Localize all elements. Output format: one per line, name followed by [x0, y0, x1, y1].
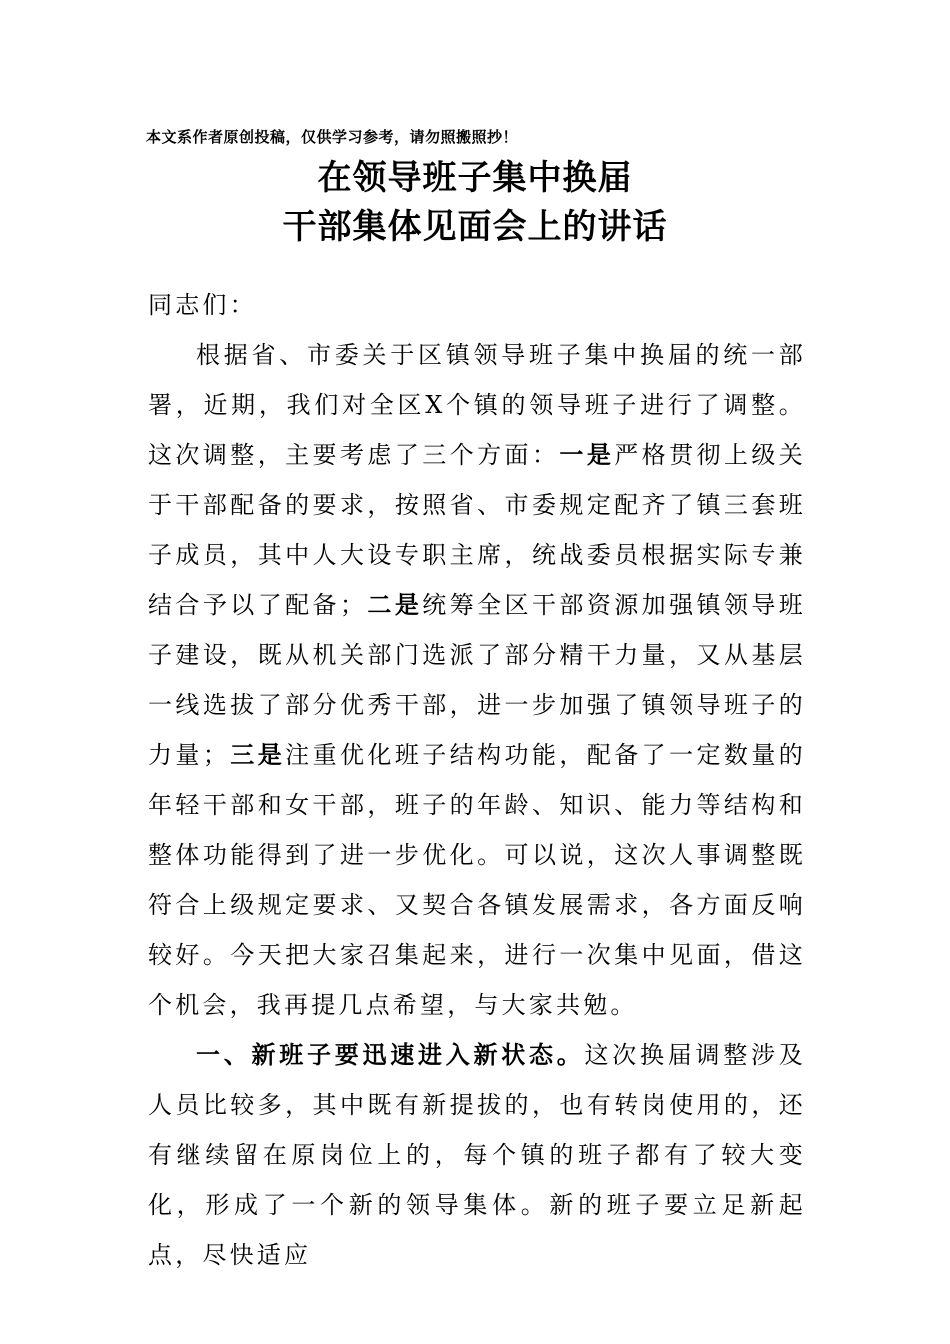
document-body [148, 280, 806, 1280]
salutation: 同志们： [148, 291, 257, 319]
section-1-text: 这次换届调整涉及人员比较多，其中既有新提拔的，也有转岗使用的，还有继续留在原岗位上的，每个镇的班子都有了较大变化，形成了一个新的领导集体。新的班子要立足新起点，尽快适应 [148, 1041, 806, 1269]
section-1-heading: 一、新班子要迅速进入新状态。 [196, 1040, 585, 1069]
section-1-paragraph [148, 1030, 806, 1280]
intro-point-2-text: 统筹全区干部资源加强镇领导班子建设，既从机关部门选派了部分精干力量，又从基层一线选拔了部分优秀干部，进一步加强了镇领导班子的力量； [148, 591, 806, 769]
intro-point-2-marker: 二是 [367, 590, 423, 619]
document-title-line-1: 在领导班子集中换届 [317, 158, 633, 198]
intro-point-3-text: 注重优化班子结构功能，配备了一定数量的年轻干部和女干部，班子的年龄、知识、能力等结构和整体功能得到了进一步优化。可以说，这次人事调整既符合上级规定要求、又契合各镇发展需求，各方面反响较好。今天把大家召集起来，进行一次集中见面，借这个机会，我再提几点希望，与大家共勉。 [148, 741, 806, 1019]
intro-point-1-text: 严格贯彻上级关于干部配备的要求，按照省、市委规定配齐了镇三套班子成员，其中人大设专职主席，统战委员根据实际专兼结合予以了配备； [148, 441, 807, 619]
intro-point-3-marker: 三是 [230, 740, 286, 769]
intro-text-a: 根据省、市委关于区镇领导班子集中换届的统一部署，近期，我们对全区X个镇的领导班子进行了调整。这次调整，主要考虑了三个方面： [148, 341, 806, 469]
intro-point-1-marker: 一是 [559, 440, 615, 469]
intro-paragraph [148, 330, 806, 1030]
document-title-line-2: 干部集体见面会上的讲话 [282, 207, 668, 247]
copyright-notice: 本文系作者原创投稿，仅供学习参考，请勿照搬照抄！ [146, 128, 519, 146]
